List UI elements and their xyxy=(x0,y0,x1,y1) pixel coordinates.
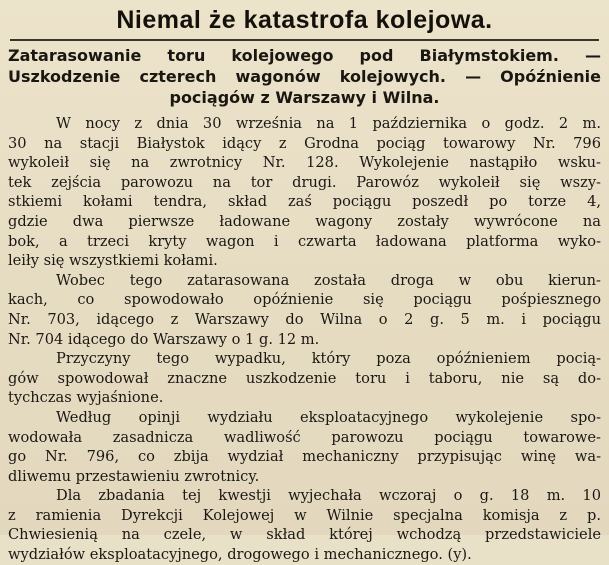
paragraph-delays xyxy=(8,271,601,349)
text-line: Przyczyny tego wypadku, który poza opóźnieniem pocią- xyxy=(56,350,601,368)
subheadline-line: Uszkodzenie czterech wagonów kolejowych. — Opóźnienie xyxy=(8,67,601,86)
paragraph-incident xyxy=(8,114,601,271)
text-line: stkiemi kołami tendra, skład zaś pociągu poszedł po torze 4, xyxy=(8,193,601,211)
text-line: bok, a trzeci kryty wagon i czwarta ładowana platforma wyko- xyxy=(8,232,601,250)
text-line: wykoleił się na zwrotnicy Nr. 128. Wykolejenie nastąpiło wsku- xyxy=(8,154,601,172)
text-line: z ramienia Dyrekcji Kolejowej w Wilnie specjalna komisja z p. xyxy=(8,506,601,524)
text-line: leiły się wszystkiemi kołami. xyxy=(8,252,218,270)
paragraph-commission xyxy=(8,486,601,564)
text-line: Według opinji wydziału eksploatacyjnego wykolejenie spo- xyxy=(56,408,601,426)
headline-divider xyxy=(10,39,599,41)
text-line: Dla zbadania tej kwestji wyjechała wczoraj o g. 18 m. 10 xyxy=(56,487,601,505)
text-line: W nocy z dnia 30 września na 1 października o godz. 2 m. xyxy=(56,115,601,132)
text-line: tychczas wyjaśnione. xyxy=(8,389,164,407)
article-headline: Niemal że katastrofa kolejowa. xyxy=(116,6,493,34)
subheadline-line: Zatarasowanie toru kolejowego pod Białymstokiem. — xyxy=(8,46,601,65)
text-line: gów spowodował znaczne uszkodzenie toru i taboru, nie są do- xyxy=(8,369,601,387)
paragraph-opinion xyxy=(8,408,601,486)
text-line: wodowała zasadnicza wadliwość parowozu pociągu towarowe- xyxy=(8,428,601,446)
text-line: kach, co spowodowało opóźnienie się pociągu pośpiesznego xyxy=(8,291,601,309)
text-line: wydziałów eksploatacyjnego, drogowego i mechanicznego. (y). xyxy=(8,546,472,564)
text-line: Wobec tego zatarasowana została droga w obu kierun- xyxy=(56,271,601,289)
text-line: Nr. 703, idącego z Warszawy do Wilna o 2 g. 5 m. i pociągu xyxy=(8,310,601,328)
text-line: tek zejścia parowozu na tor drugi. Parowóz wykoleił się wszy- xyxy=(8,173,601,191)
text-line: Chwiesienią na czele, w skład której wchodzą przedstawiciele xyxy=(8,526,601,544)
text-line: gdzie dwa pierwsze ładowane wagony zostały wywrócone na xyxy=(8,212,601,230)
text-line: dliwemu przestawieniu zwrotnicy. xyxy=(8,467,260,485)
article-subheadline xyxy=(8,45,601,108)
article-body xyxy=(8,114,601,565)
subheadline-line: pociągów z Warszawy i Wilna. xyxy=(169,88,440,107)
paragraph-causes xyxy=(8,349,601,408)
text-line: 30 na stacji Białystok idący z Grodna pociąg towarowy Nr. 796 xyxy=(8,134,601,152)
text-line: go Nr. 796, co zbija wydział mechaniczny przypisując winę wa- xyxy=(8,448,601,466)
text-line: Nr. 704 idącego do Warszawy o 1 g. 12 m. xyxy=(8,330,320,348)
